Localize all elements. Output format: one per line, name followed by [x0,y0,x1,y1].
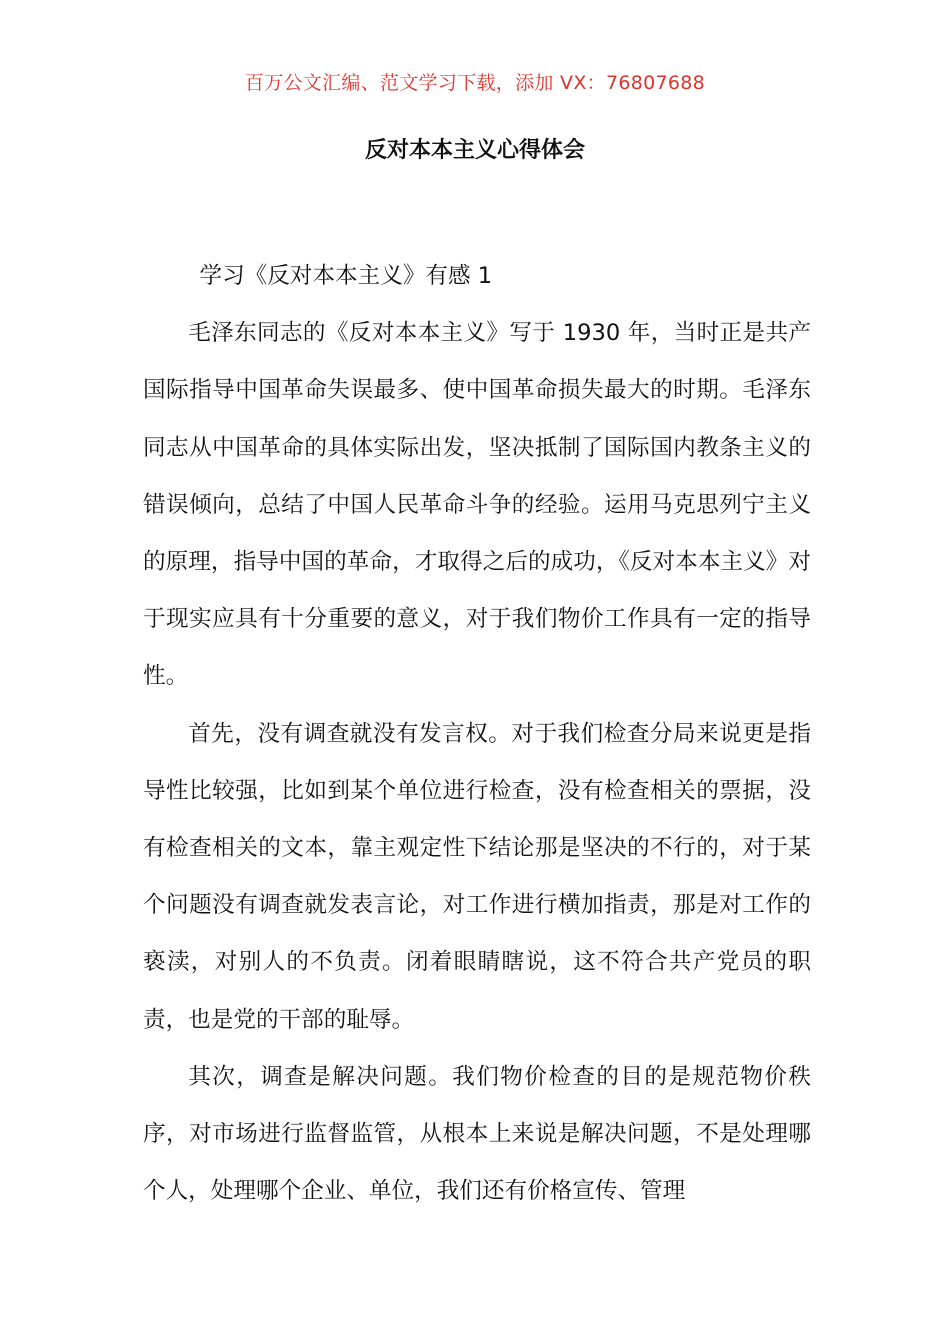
paragraph-1: 毛泽东同志的《反对本本主义》写于 1930 年，当时正是共产国际指导中国革命失误最多、使中国革命损失最大的时期。毛泽东同志从中国革命的具体实际出发，坚决抵制了国际国内教条主义的错误倾向，总结了中国人民革命斗争的经验。运用马克思列宁主义的原理，指导中国的革命，才取得之后的成功，《反对本本主义》对于现实应具有十分重要的意义，对于我们物价工作具有一定的指导性。 [143,320,811,690]
paragraph-3: 其次，调查是解决问题。我们物价检查的目的是规范物价秩序，对市场进行监督监管，从根本上来说是解决问题，不是处理哪个人，处理哪个企业、单位，我们还有价格宣传、管理 [143,1063,811,1205]
document-title: 反对本本主义心得体会 [364,138,585,163]
paragraph-2: 首先，没有调查就没有发言权。对于我们检查分局来说更是指导性比较强，比如到某个单位进行检查，没有检查相关的票据，没有检查相关的文本，靠主观定性下结论那是坚决的不行的，对于某个问题没有调查就发表言论，对工作进行横加指责，那是对工作的亵渎，对别人的不负责。闭着眼睛瞎说，这不符合共产党员的职责，也是党的干部的耻辱。 [143,720,811,1033]
document-body [143,248,811,1220]
section-subheading: 学习《反对本本主义》有感 1 [199,263,493,289]
header-watermark-note: 百万公文汇编、范文学习下载，添加 VX：76807688 [244,72,706,94]
